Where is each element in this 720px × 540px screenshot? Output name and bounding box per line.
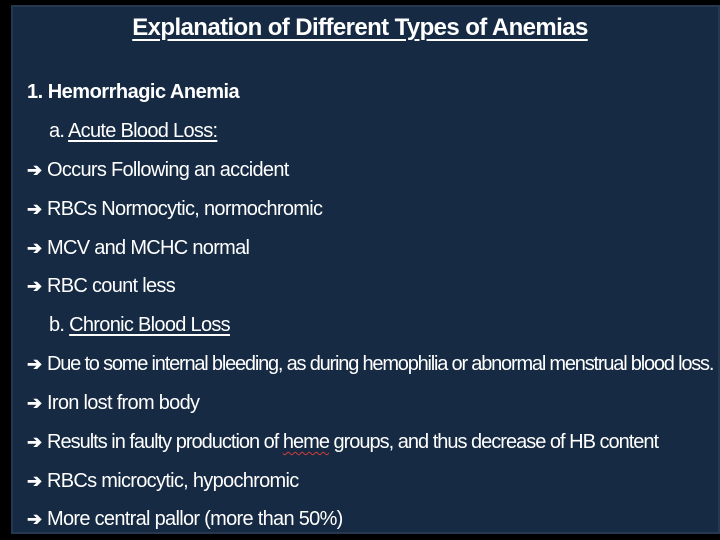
bullet-text: RBC count less (47, 275, 176, 297)
bullet-text: More central pallor (more than 50%) (47, 508, 343, 530)
arrow-right-icon: ➔ (27, 160, 42, 180)
bullet-text: Due to some internal bleeding, as during hemophilia or abnormal menstrual blood loss. (47, 353, 714, 375)
bullet-text: Iron lost from body (47, 392, 200, 414)
subsection-label: Acute Blood Loss: (68, 120, 218, 142)
subsection-marker: a. (49, 120, 65, 142)
subsection-chronic (49, 314, 230, 337)
arrow-right-icon: ➔ (27, 354, 41, 374)
arrow-right-icon: ➔ (27, 432, 42, 452)
arrow-right-icon: ➔ (27, 199, 42, 219)
bullet-text: RBCs Normocytic, normochromic (47, 198, 323, 220)
subsection-label: Chronic Blood Loss (69, 314, 230, 336)
bullet-item (27, 508, 343, 531)
bullet-item (27, 237, 249, 260)
arrow-right-icon: ➔ (27, 509, 42, 529)
bullet-item (27, 198, 322, 221)
spellcheck-flagged-word: heme (282, 431, 329, 453)
bullet-item (27, 275, 175, 298)
bullet-text-before: Results in faulty production of (47, 431, 283, 453)
bullet-item (27, 353, 713, 376)
bullet-item (27, 392, 199, 415)
arrow-right-icon: ➔ (27, 238, 42, 258)
bullet-item (27, 470, 299, 493)
bullet-text: RBCs microcytic, hypochromic (47, 470, 299, 492)
arrow-right-icon: ➔ (27, 393, 42, 413)
section-heading: 1. Hemorrhagic Anemia (27, 81, 240, 103)
bullet-text: MCV and MCHC normal (47, 237, 250, 259)
slide-title: Explanation of Different Types of Anemias (132, 14, 588, 41)
arrow-right-icon: ➔ (27, 471, 42, 491)
subsection-marker: b. (49, 314, 65, 336)
subsection-acute (49, 120, 217, 143)
bullet-item (27, 431, 658, 454)
bullet-text-after: groups, and thus decrease of HB content (328, 431, 659, 453)
bullet-item (27, 159, 289, 182)
arrow-right-icon: ➔ (27, 276, 42, 296)
bullet-text: Occurs Following an accident (47, 159, 289, 181)
